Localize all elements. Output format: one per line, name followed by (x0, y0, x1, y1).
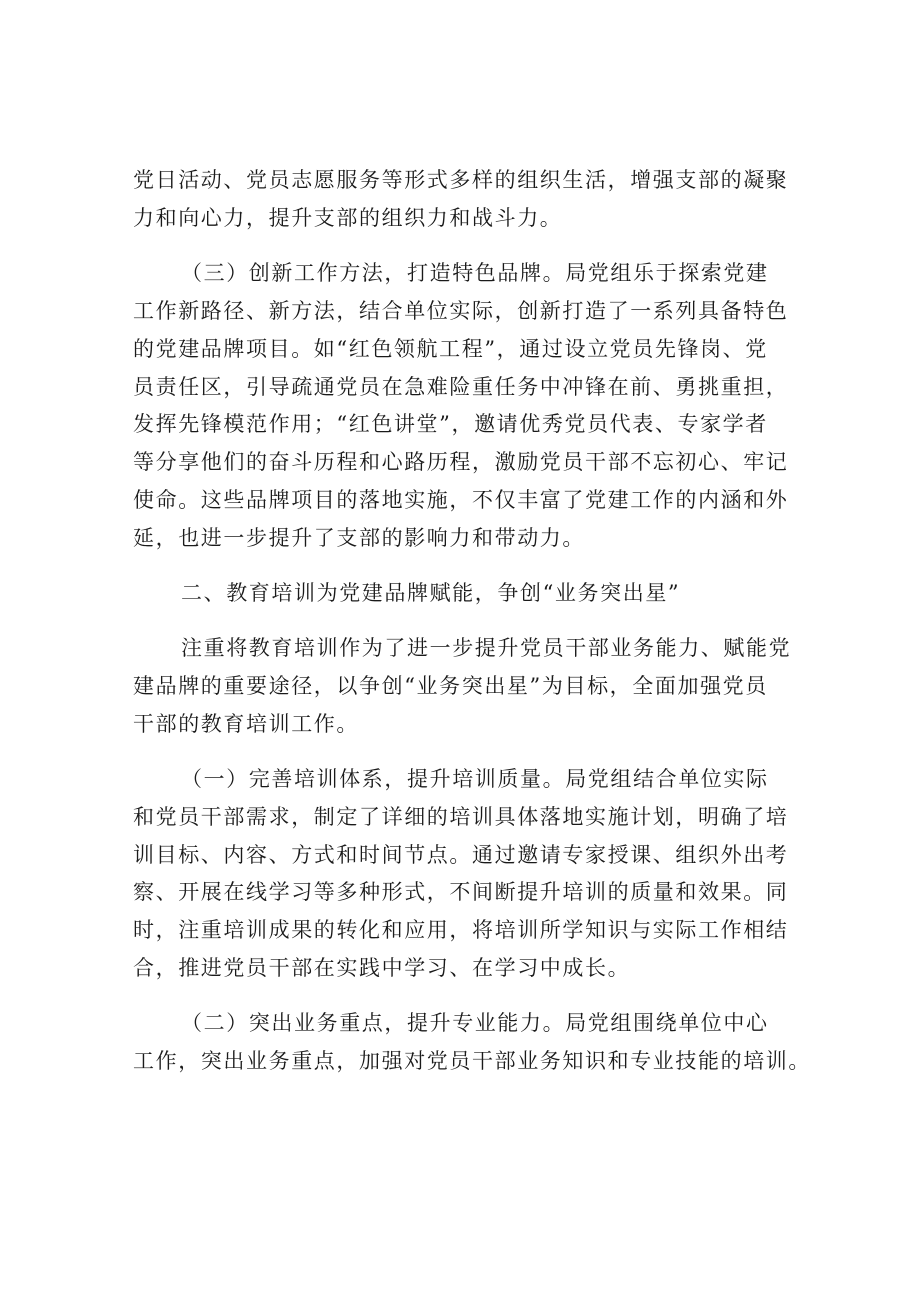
text-line: 力和向心力，提升支部的组织力和战斗力。 (133, 205, 563, 230)
text-line: 工作新路径、新方法，结合单位实际，创新打造了一系列具备特色 (133, 298, 789, 323)
text-line: 注重将教育培训作为了进一步提升党员干部业务能力、赋能党 (181, 635, 792, 660)
heading-line: 二、教育培训为党建品牌赋能，争创“业务突出星” (181, 581, 681, 606)
paragraph-training-system (133, 761, 801, 988)
text-line: 合，推进党员干部在实践中学习、在学习中成长。 (133, 956, 631, 981)
text-line: 察、开展在线学习等多种形式，不间断提升培训的质量和效果。同 (133, 880, 789, 905)
text-line: 干部的教育培训工作。 (133, 711, 359, 736)
text-line: （一）完善培训体系，提升培训质量。局党组结合单位实际 (181, 766, 769, 791)
text-line: 时，注重培训成果的转化和应用，将培训所学知识与实际工作相结 (133, 918, 789, 943)
text-line: 发挥先锋模范作用；“红色讲堂”，邀请优秀党员代表、专家学者 (133, 412, 768, 437)
text-line: 等分享他们的奋斗历程和心路历程，激励党员干部不忘初心、牢记 (133, 450, 789, 475)
text-line: 员责任区，引导疏通党员在急难险重任务中冲锋在前、勇挑重担， (133, 374, 789, 399)
text-line: 的党建品牌项目。如“红色领航工程”，通过设立党员先锋岗、党 (133, 336, 768, 361)
paragraph-section-intro (133, 630, 801, 744)
text-line: 训目标、内容、方式和时间节点。通过邀请专家授课、组织外出考 (133, 842, 789, 867)
section-heading (133, 575, 801, 613)
text-line: 建品牌的重要途径，以争创“业务突出星”为目标，全面加强党员 (133, 673, 768, 698)
paragraph-continuation (133, 162, 801, 238)
text-line: （二）突出业务重点，提升专业能力。局党组围绕单位中心 (181, 1011, 769, 1036)
text-line: 工作，突出业务重点，加强对党员干部业务知识和专业技能的培训。 (133, 1049, 811, 1074)
text-line: 延，也进一步提升了支部的影响力和带动力。 (133, 526, 585, 551)
text-line: （三）创新工作方法，打造特色品牌。局党组乐于探索党建 (181, 260, 769, 285)
paragraph-business-focus (133, 1005, 811, 1081)
text-line: 使命。这些品牌项目的落地实施，不仅丰富了党建工作的内涵和外 (133, 488, 789, 513)
text-line: 党日活动、党员志愿服务等形式多样的组织生活，增强支部的凝聚 (133, 168, 789, 192)
paragraph-innovate-methods (133, 255, 801, 558)
document-body (133, 162, 811, 1098)
text-line: 和党员干部需求，制定了详细的培训具体落地实施计划，明确了培 (133, 804, 789, 829)
